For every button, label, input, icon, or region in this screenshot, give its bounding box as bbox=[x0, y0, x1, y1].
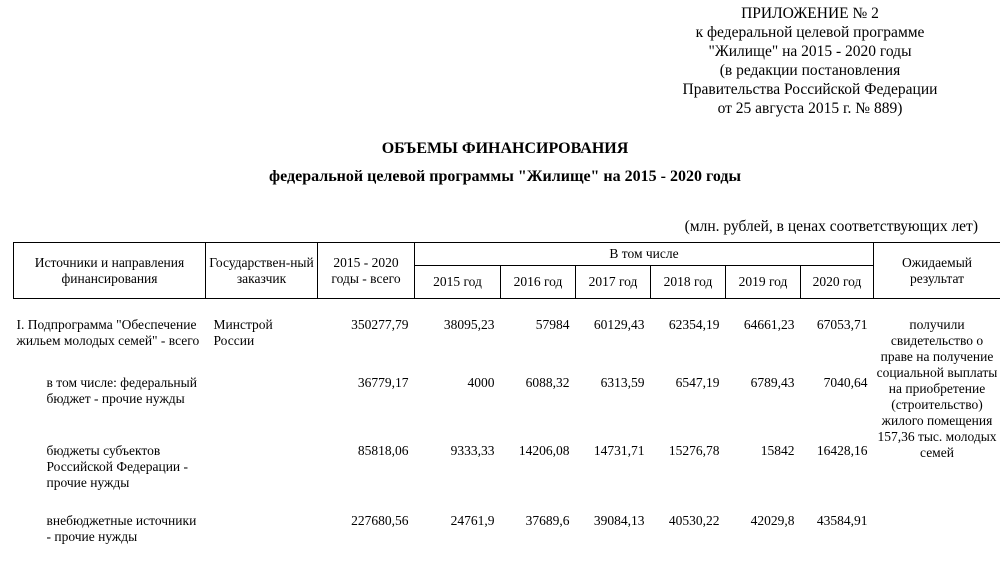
row-source: внебюджетные источники - прочие нужды bbox=[46, 513, 197, 544]
header-customer: Государствен-ный заказчик bbox=[206, 243, 318, 299]
table-row bbox=[14, 513, 1000, 573]
row-year-value: 38095,23 bbox=[443, 317, 495, 332]
row-total: 227680,56 bbox=[351, 513, 409, 528]
row-year-value: 42029,8 bbox=[750, 513, 795, 528]
row-year-value: 16428,16 bbox=[816, 443, 868, 458]
document-title: ОБЪЕМЫ ФИНАНСИРОВАНИЯ bbox=[381, 140, 629, 157]
row-year-value: 6789,43 bbox=[750, 375, 795, 390]
appendix-line: ПРИЛОЖЕНИЕ № 2 bbox=[741, 5, 879, 22]
row-year-value: 24761,9 bbox=[450, 513, 495, 528]
header-year: 2018 год bbox=[651, 266, 726, 299]
header-source: Источники и направления финансирования bbox=[14, 243, 206, 299]
row-year-value: 7040,64 bbox=[823, 375, 868, 390]
row-total: 350277,79 bbox=[351, 317, 409, 332]
units-note: (млн. рублей, в ценах соответствующих лет) bbox=[684, 218, 978, 235]
appendix-line: от 25 августа 2015 г. № 889) bbox=[717, 100, 903, 117]
document-subtitle: федеральной целевой программы "Жилище" на 2015 - 2020 годы bbox=[269, 168, 741, 185]
header-total: 2015 - 2020 годы - всего bbox=[318, 243, 415, 299]
appendix-line: Правительства Российской Федерации bbox=[682, 81, 938, 98]
row-year-value: 57984 bbox=[535, 317, 570, 332]
row-year-value: 6547,19 bbox=[675, 375, 720, 390]
appendix-line: "Жилище" на 2015 - 2020 годы bbox=[708, 43, 912, 60]
row-year-value: 6313,59 bbox=[600, 375, 645, 390]
row-customer bbox=[206, 375, 318, 443]
row-source: I. Подпрограмма "Обеспечение жильем молодых семей" - всего bbox=[16, 317, 200, 348]
row-year-value: 62354,19 bbox=[668, 317, 720, 332]
row-year-value: 4000 bbox=[467, 375, 495, 390]
row-total: 36779,17 bbox=[357, 375, 409, 390]
table-row bbox=[14, 299, 1000, 376]
header-year: 2020 год bbox=[801, 266, 874, 299]
expected-result: получили свидетельство о праве на получение социальной выплаты на приобретение (строительство) жилого помещения 157,36 тыс. молодых семей bbox=[876, 317, 998, 460]
header-including: В том числе bbox=[415, 243, 874, 266]
row-customer: Минстрой России bbox=[213, 317, 273, 348]
row-total: 85818,06 bbox=[357, 443, 409, 458]
row-source: в том числе: федеральный бюджет - прочие нужды bbox=[46, 375, 197, 406]
row-year-value: 39084,13 bbox=[593, 513, 645, 528]
row-year-value: 14731,71 bbox=[593, 443, 645, 458]
header-year: 2016 год bbox=[501, 266, 576, 299]
row-year-value: 40530,22 bbox=[668, 513, 720, 528]
row-year-value: 43584,91 bbox=[816, 513, 868, 528]
row-year-value: 67053,71 bbox=[816, 317, 868, 332]
header-year: 2017 год bbox=[576, 266, 651, 299]
row-source: бюджеты субъектов Российской Федерации - прочие нужды bbox=[46, 443, 189, 490]
table-row bbox=[14, 443, 1000, 513]
row-year-value: 60129,43 bbox=[593, 317, 645, 332]
row-year-value: 6088,32 bbox=[525, 375, 570, 390]
appendix-line: (в редакции постановления bbox=[719, 62, 901, 79]
appendix-line: к федеральной целевой программе bbox=[695, 24, 925, 41]
table-row bbox=[14, 375, 1000, 443]
row-year-value: 14206,08 bbox=[518, 443, 570, 458]
row-year-value: 37689,6 bbox=[525, 513, 570, 528]
header-year: 2019 год bbox=[726, 266, 801, 299]
row-customer bbox=[206, 513, 318, 573]
row-year-value: 15276,78 bbox=[668, 443, 720, 458]
row-year-value: 15842 bbox=[760, 443, 795, 458]
row-year-value: 9333,33 bbox=[450, 443, 495, 458]
appendix-header bbox=[640, 4, 980, 118]
row-customer bbox=[206, 443, 318, 513]
row-year-value: 64661,23 bbox=[743, 317, 795, 332]
header-result: Ожидаемый результат bbox=[874, 243, 1000, 299]
header-year: 2015 год bbox=[415, 266, 501, 299]
financing-table bbox=[13, 242, 1000, 573]
